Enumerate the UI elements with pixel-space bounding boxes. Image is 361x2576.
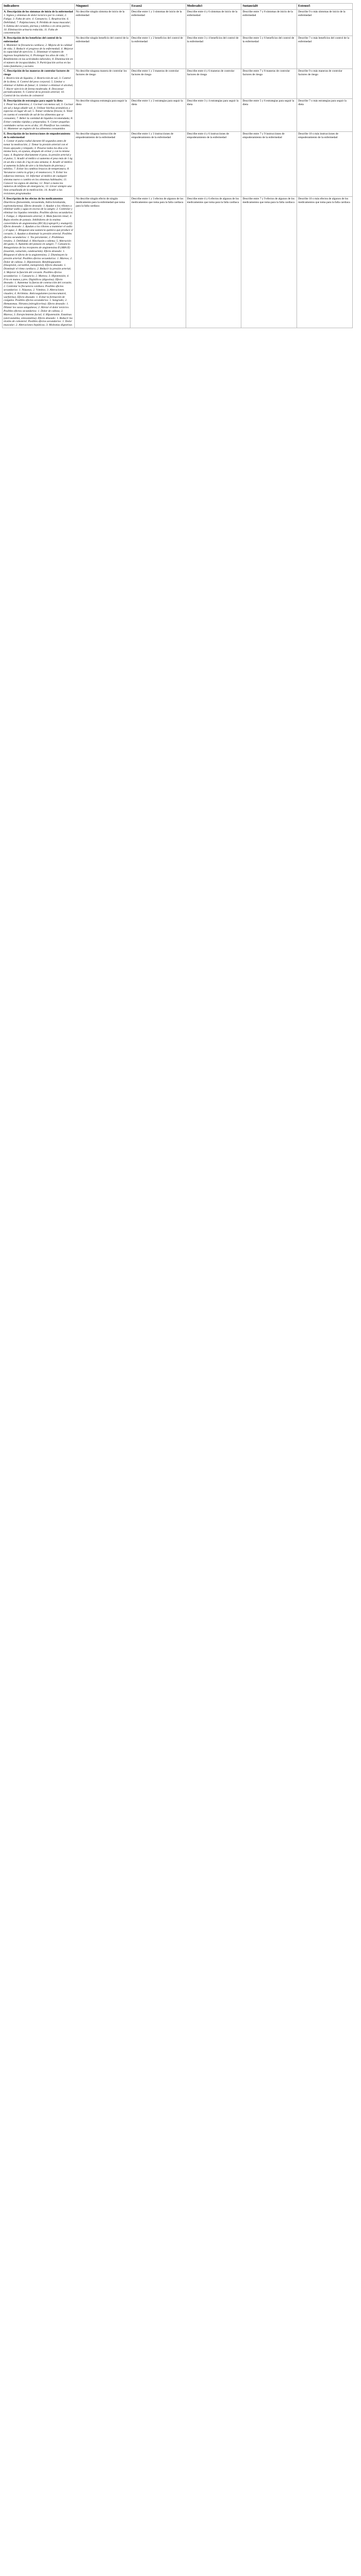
header-moderado: Moderado3 [186,4,241,10]
level-cell: No describe ninguna instrucción de empoderamiento de la enfermedad [75,132,130,197]
level-cell: Describe entre 5 y 6 beneficios del control de la enfermedad [241,36,297,69]
table-row [3,10,353,36]
level-cell: Describe entre 4 y 6 síntomas de inicio de la enfermedad [186,10,241,36]
level-cell: Describe entre 1 y 3 efectos de algunos de los medicamentos que toma para la falla cardiaca [130,196,186,328]
level-cell: Describe entre 5 y 6 estrategias para seguir la dieta [241,98,297,131]
level-cell: Describe 10 o más instrucciones de empoderamiento de la enfermedad [297,132,353,197]
indicator-cell [3,132,75,197]
level-cell: Describe entre 7 y 8 síntomas de inicio de la enfermedad [241,10,297,36]
indicator-cell [3,10,75,36]
level-cell: No describe ninguna manera de controlar los factores de riesgo [75,69,130,99]
level-cell: Describe entre 1 y 3 instrucciones de empoderamiento de la enfermedad [130,132,186,197]
level-cell: Describe entre 4 y 6 maneras de controlar factores de riesgo [186,69,241,99]
header-escaso: Escaso2 [130,4,186,10]
level-cell: Describe entre 1 y 2 estrategias para seguir la dieta [130,98,186,131]
table-row [3,132,353,197]
indicator-title: F. Descripción de los efectos de los medicamentos [4,197,63,200]
level-cell: Describe entre 1 y 2 beneficios del control de la enfermedad [130,36,186,69]
level-cell: Describe 7 o más estrategias para seguir la dieta [297,98,353,131]
table-row [3,36,353,69]
indicator-items: 1. Restricción de líquidos; 2. Restricción de sal; 3. Control de la dieta; 4. Control del peso corporal; 5. Limitar o eliminar el hábito de fumar; 6. Limitar o eliminar el alcohol; 7. Hacer ejercicio de forma moderada; 8. Descansar periódicamente; 9. Control de la presión arterial; 10. Control de los niveles de colesterol [4,77,73,98]
level-cell: Describe entre 3 y 4 estrategias para seguir la dieta [186,98,241,131]
level-cell: No describe ninguna estrategia para seguir la dieta [75,98,130,131]
indicator-items: 1. Contar el pulso radial durante 60 segundos antes de tomar la medicación; 2. Tomar la presión arterial con el brazo apoyado y relajado; 3. Pesarse todos los días a la misma hora, en ayunas, después de orinar y con la misma ropa; 4. Registrar diariamente el peso, la presión arterial y el pulso; 5. Acudir al médico si aumenta el peso más de 1 kg en un día o más de 2 kg en una semana; 6. Acudir al médico si aumenta la falta de aire o la hinchazón de piernas y tobillos; 7. Evitar los cambios bruscos de temperatura; 8. Vacunarse contra la gripe y el neumococo; 9. Evitar los esfuerzos intensos; 10. Informar al médico de cualquier síntoma nuevo o cambio en los síntomas habituales; 11. Conocer los signos de alarma; 12. Tener a mano los números de teléfono de emergencia; 13. Llevar siempre una lista actualizada de la medicación; 14. Acudir a las revisiones programadas [4,139,73,196]
indicator-title: C. Descripción de las maneras de controlar factores de riesgo [4,70,70,77]
level-cell: No describe ningún beneficio del control de la enfermedad [75,36,130,69]
indicator-items: Diuréticos (furosemida, torasemida, hidroclorotiazida, espironolactona). Efecto deseado: 1. Ayudar a los riñones a eliminar sodio y agua en exceso de la sangre; 2. Controlar y eliminar los líquidos retenidos. Posibles efectos secundarios: 1. Fatiga; 2. Hipotensión arterial; 3. Mala función renal; 4. Bajos niveles de potasio. Inhibidores de la enzima convertidora de angiotensina (IECA) (captopril y enalapril). Efecto deseado: 1. Ayudan a los riñones a mantener el sodio y el agua; 2. Bloquean una sustancia química que produce el corazón; 3. Ayudan a disminuir la presión arterial. Posibles efectos secundarios: 1. Tos persistente; 2. Problemas renales; 3. Debilidad; 4. Hinchazón o edema; 5. Alteración del gusto; 6. Aumento del potasio en sangre; 7. Cansancio. Antagonistas de los receptores de angiotensina II (ARA II) (losartán, valsartán, candesartán). Efecto deseado: 1. Bloquean el efecto de la angiotensina; 2. Disminuyen la presión arterial. Posibles efectos secundarios: 1. Mareos; 2. Dolor de cabeza; 3. Hipotensión. Betabloqueantes (bisoprolol, carvedilol, metoprolol). Efecto deseado: 1. Disminuir el ritmo cardiaco; 2. Reducir la presión arterial; 3. Mejorar la función del corazón. Posibles efectos secundarios: 1. Cansancio; 2. Mareos; 3. Hipotensión; 4. Frío en manos y pies. Digitálicos (digoxina). Efecto deseado: 1. Aumentar la fuerza de contracción del corazón; 2. Controlar la frecuencia cardiaca. Posibles efectos secundarios: 1. Náuseas; 2. Vómitos; 3. Alteraciones visuales; 4. Arritmias. Anticoagulantes (acenocumarol, warfarina). Efecto deseado: 1. Evitar la formación de coágulos. Posibles efectos secundarios: 1. Sangrado; 2. Hematomas. Nitratos (nitroglicerina). Efecto deseado: 1. Dilatar los vasos sanguíneos; 2. Aliviar el dolor torácico. Posibles efectos secundarios: 1. Dolor de cabeza; 2. Mareos; 3. Enrojecimiento facial; 4. Hipotensión. Estatinas (atorvastatina, simvastatina). Efecto deseado: 1. Reducir los niveles de colesterol. Posibles efectos secundarios: 1. Dolor muscular; 2. Alteraciones hepáticas; 3. Molestias digestivas [4,200,73,327]
level-cell: Describe entre 7 y 9 instrucciones de empoderamiento de la enfermedad [241,132,297,197]
level-cell: Describe entre 3 y 4 beneficios del control de la enfermedad [186,36,241,69]
indicator-cell [3,196,75,328]
indicator-title: A. Descripción de los síntomas de inicio de la enfermedad [4,10,73,14]
level-cell: Describe entre 1 y 3 maneras de controlar factores de riesgo [130,69,186,99]
indicator-items: 1. Pesar los alimentos; 2. Cocinar con menos sal; 3. Cocinar sin sal y luego añadir sal; 4. Utilizar hierbas aromáticas y especias en lugar de sal; 5. Tomar verduras frescas; 6. Tener en cuenta el contenido de sal de los alimentos que se consumen; 7. Beber la cantidad de líquidos recomendada; 8. Evitar comidas rápidas y preparadas; 9. Comer pequeñas cantidades varias veces al día; 10. Planificar las comidas; 11. Mantener un registro de los alimentos consumidos [4,103,73,131]
page [0,0,361,333]
header-ninguno: Ninguno1 [75,4,130,10]
header-sustancial: Sustancial4 [241,4,297,10]
level-cell: Describe entre 7 y 9 efectos de algunos de los medicamentos que toma para la falla cardiaca [241,196,297,328]
indicator-cell [3,36,75,69]
level-cell: Describe entre 4 y 6 instrucciones de empoderamiento de la enfermedad [186,132,241,197]
level-cell: Describe 9 o más síntomas de inicio de la enfermedad [297,10,353,36]
level-cell: No describe ningún efecto de ningún medicamento para la enfermedad que toma para la falla cardiaca [75,196,130,328]
level-cell: No describe ningún síntoma de inicio de la enfermedad [75,10,130,36]
level-cell: Describe 9 o más maneras de controlar factores de riesgo [297,69,353,99]
table-row [3,196,353,328]
indicators-rubric-table [2,3,353,328]
level-cell: Describe entre 4 y 6 efectos de algunos de los medicamentos que toma para la falla cardiaca [186,196,241,328]
indicator-items: 1. Mantener la frecuencia cardiaca; 2. Mejora de la calidad de vida; 3. Reducir el progreso de la enfermedad; 4. Mejorar la capacidad de ejercicio; 5. Disminuir el número de ingresos hospitalarios; 6. Prolongar los años de vida; 7. Rendimiento en las actividades laborales; 8. Disminución en el número de incapacidades; 9. Participación activa en las redes familiares y sociales [4,43,73,68]
indicator-cell [3,69,75,99]
indicator-cell [3,98,75,131]
indicator-title: D. Descripción de estrategias para seguir la dieta [4,99,63,103]
header-row [3,4,353,10]
level-cell: Describe entre 7 y 8 maneras de controlar factores de riesgo [241,69,297,99]
indicator-title: E. Descripción de las instrucciones de empoderamiento de la enfermedad [4,132,71,140]
level-cell: Describe 10 o más efectos de algunos de los medicamentos que toma para la falla cardiaca [297,196,353,328]
table-row [3,98,353,131]
indicator-title: B. Descripción de los beneficios del control de la enfermedad [4,37,62,43]
table-row [3,69,353,99]
header-extenso: Extenso5 [297,4,353,10]
indicator-items: 1. Signos y síntomas de dolor torácico por lo común; 2. Fatiga; 3. Falta de aire; 4. Cansancio; 5. Respiración; 6. Debilidad; 7. Palpitaciones; 8. Pérdida de masa muscular; 9. Edema del corazón, piernas y tobillos o en otras partes; 10. Eliminación urinaria reducida; 11. Falta de concentración [4,14,71,35]
level-cell: Describe entre 1 y 3 síntomas de inicio de la enfermedad [130,10,186,36]
level-cell: Describe 7 o más beneficios del control de la enfermedad [297,36,353,69]
header-indicadores: Indicadores [3,4,75,10]
